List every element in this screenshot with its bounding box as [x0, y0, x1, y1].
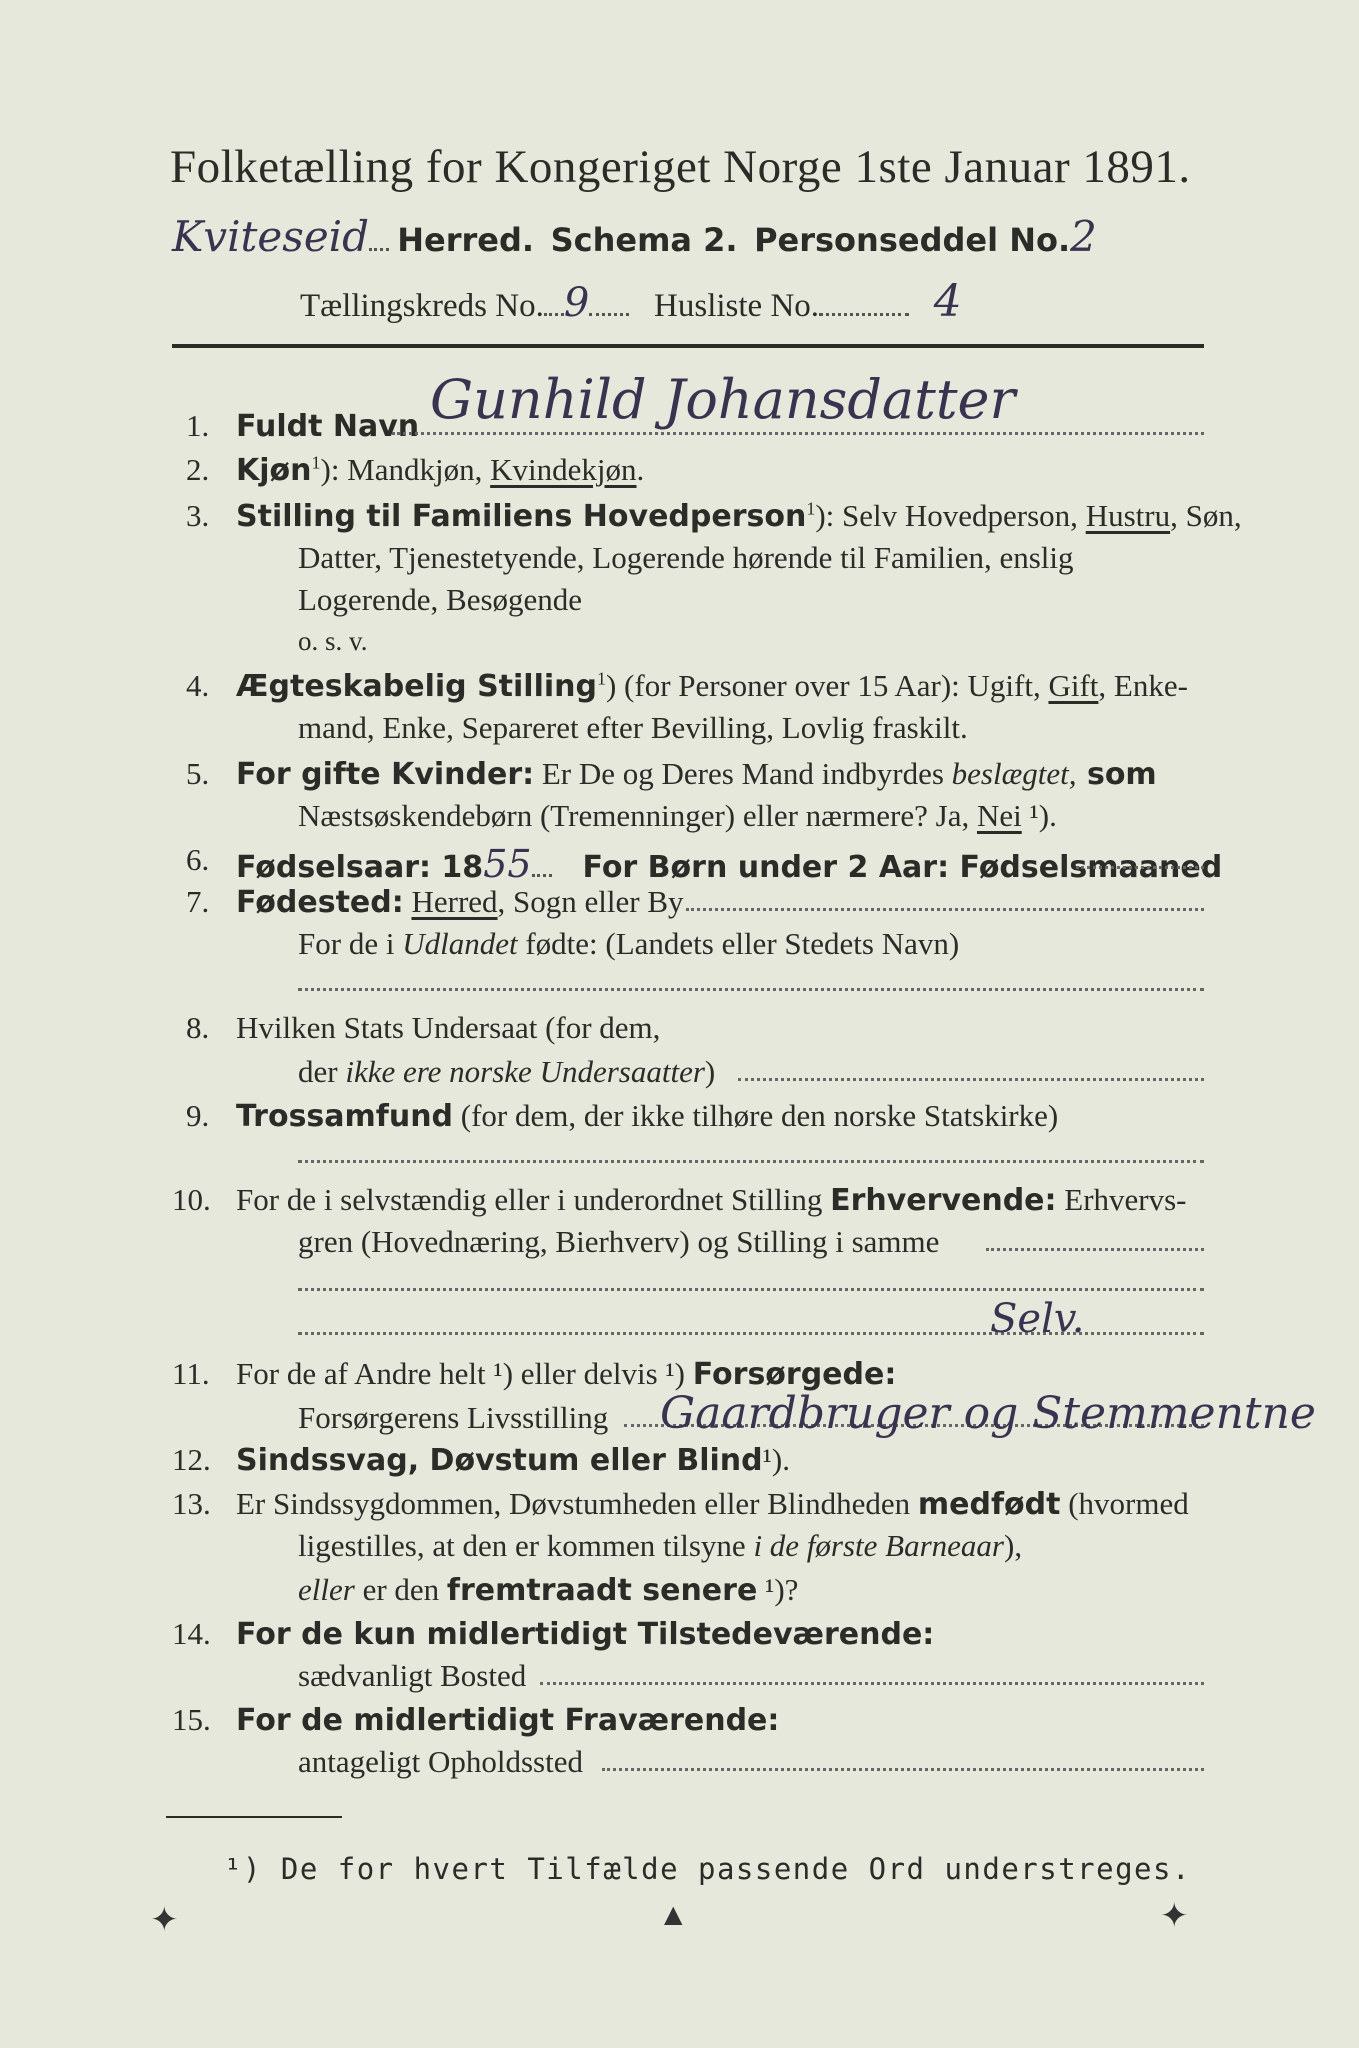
q5-line1: For gifte Kvinder: Er De og Deres Mand indbyrdes beslægtet, som [236, 756, 1157, 792]
q4-line1: Ægteskabelig Stilling$^1$) (for Personer over 15 Aar): Ugift, Gift, Enke- [236, 668, 1188, 704]
q10-number: 10. [172, 1182, 211, 1217]
header-rule [172, 344, 1204, 348]
q7-line2: For de i Udlandet fødte: (Landets eller Stedets Navn) [298, 926, 960, 961]
herred-value: Kviteseid [172, 212, 369, 261]
personseddel-label: Personseddel No. [754, 221, 1071, 259]
q11-line1: For de af Andre helt ¹) eller delvis ¹) Forsørgede: [236, 1356, 897, 1392]
q2-line: Kjøn$^1$): Mandkjøn, Kvindekjøn. [236, 452, 645, 488]
registration-mark-left: ✦ [150, 1900, 179, 1940]
q7-selected: Herred [411, 884, 498, 919]
q8-line1: Hvilken Stats Undersaat (for dem, [236, 1010, 661, 1045]
q10-dotline2 [298, 1288, 1204, 1291]
q13-line3: eller er den fremtraadt senere ¹)? [298, 1572, 799, 1608]
q1-dotline [392, 432, 1204, 435]
q8-number: 8. [186, 1010, 210, 1045]
q2-selected: Kvindekjøn [490, 452, 637, 487]
q5-selected: Nei [976, 798, 1022, 833]
kreds-label: Tællingskreds No. [300, 288, 544, 324]
q15-number: 15. [172, 1702, 211, 1737]
q8-dotline [738, 1078, 1204, 1081]
q9-number: 9. [186, 1098, 210, 1133]
q11-line2: Forsørgerens Livsstilling [298, 1400, 609, 1435]
q10-dotline1 [986, 1248, 1204, 1251]
q14-line2: sædvanligt Bosted [298, 1658, 527, 1693]
footnote-rule [166, 1816, 342, 1818]
q14-number: 14. [172, 1616, 211, 1651]
q4-selected: Gift [1048, 668, 1099, 703]
q11-answer: Gaardbruger og Stemmentne [660, 1388, 1316, 1439]
q9-dotline [298, 1160, 1204, 1163]
registration-mark-center: ▲ [664, 1900, 683, 1928]
q15-dotline [602, 1768, 1204, 1771]
q3-selected: Hustru [1085, 498, 1171, 533]
q3-line2: Datter, Tjenestetyende, Logerende hørende til Familien, enslig [298, 540, 1074, 575]
q3-number: 3. [186, 498, 210, 533]
husliste-value: 4 [933, 276, 962, 327]
q11-number: 11. [172, 1356, 210, 1391]
herred-label: Herred. [397, 221, 535, 259]
q3-line4: o. s. v. [298, 626, 368, 656]
q6-number: 6. [186, 842, 210, 877]
husliste-label: Husliste No. [654, 288, 820, 324]
q3-line3: Logerende, Besøgende [298, 582, 583, 617]
q14-line1: For de kun midlertidigt Tilstedeværende: [236, 1617, 935, 1652]
q15-line1: For de midlertidigt Fraværende: [236, 1703, 780, 1738]
q13-line1: Er Sindssygdommen, Døvstumheden eller Blindheden medfødt (hvormed [236, 1486, 1189, 1522]
q1-number: 1. [186, 408, 210, 443]
q5-number: 5. [186, 756, 210, 791]
q5-line2: Næstsøskendebørn (Tremenninger) eller nærmere? Ja, Nei ¹). [298, 798, 1057, 833]
registration-mark-right: ✦ [1160, 1896, 1189, 1936]
q10-line1: For de i selvstændig eller i underordnet Stilling Erhvervende: Erhvervs- [236, 1182, 1187, 1218]
q6-line: Fødselsaar: 1855 For Børn under 2 Aar: Fødselsmaaned [236, 842, 1223, 886]
q9-line: Trossamfund (for dem, der ikke tilhøre den norske Statskirke) [236, 1098, 1059, 1134]
q7-dotline2 [298, 988, 1204, 991]
q13-line2: ligestilles, at den er kommen tilsyne i de første Barneaar), [298, 1528, 1023, 1563]
kreds-line [300, 276, 962, 327]
schema-label: Schema 2. [550, 221, 738, 259]
kreds-value: 9 [563, 280, 590, 326]
q11-answer-above: Selv. [990, 1296, 1085, 1342]
q7-number: 7. [186, 884, 210, 919]
q14-dotline [540, 1682, 1204, 1685]
q15-line2: antageligt Opholdssted [298, 1744, 583, 1779]
q6-answer: 55 [483, 842, 532, 886]
personseddel-value: 2 [1070, 212, 1097, 261]
q1-answer: Gunhild Johansdatter [430, 368, 1016, 431]
q8-line2: der ikke ere norske Undersaatter) [298, 1054, 716, 1089]
q12-line: Sindssvag, Døvstum eller Blind¹). [236, 1442, 791, 1478]
q1-label: Fuldt Navn [236, 409, 420, 444]
q7-dotline [686, 908, 1204, 911]
q13-number: 13. [172, 1486, 211, 1521]
q3-line1: Stilling til Familiens Hovedperson$^1$): Selv Hovedperson, Hustru, Søn, [236, 498, 1242, 534]
q7-line1: Fødested: Herred, Sogn eller By [236, 884, 684, 920]
q6-dotline [1076, 866, 1204, 869]
q10-line2: gren (Hovednæring, Bierhverv) og Stilling i samme [298, 1224, 940, 1259]
form-title: Folketælling for Kongeriget Norge 1ste Januar 1891. [170, 141, 1191, 193]
q4-number: 4. [186, 668, 210, 703]
q4-line2: mand, Enke, Separeret efter Bevilling, Lovlig fraskilt. [298, 710, 968, 745]
q2-number: 2. [186, 452, 210, 487]
footnote: ¹) De for hvert Tilfælde passende Ord understreges. [224, 1852, 1191, 1886]
herred-line [172, 212, 1097, 261]
q12-number: 12. [172, 1442, 211, 1477]
